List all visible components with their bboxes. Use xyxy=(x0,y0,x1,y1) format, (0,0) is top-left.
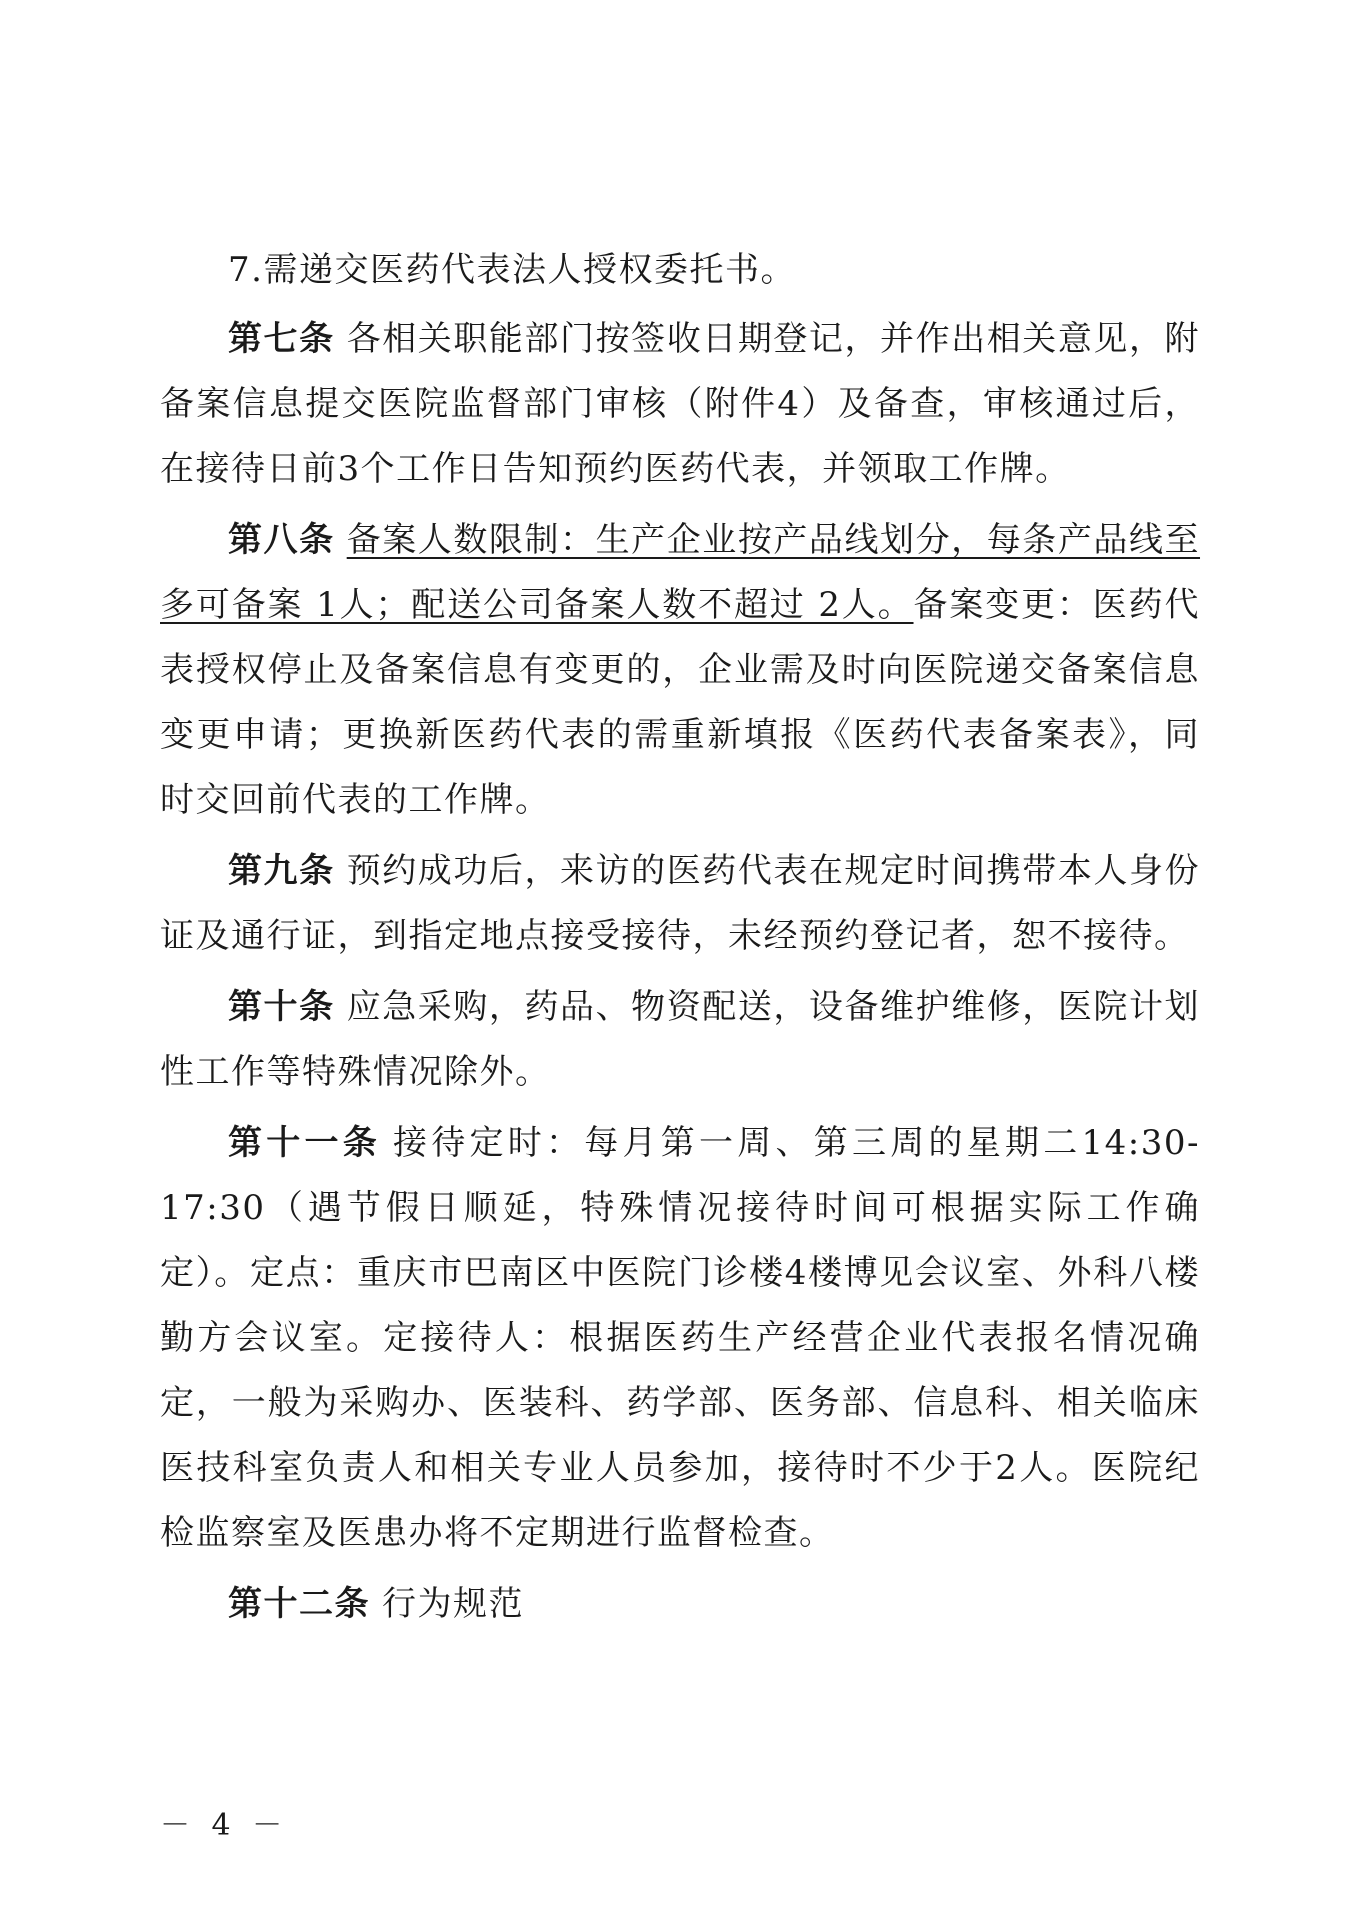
paragraph-body: 接待定时：每月第一周、第三周的星期二14:30-17:30（遇节假日顺延，特殊情况接待时间可根据实际工作确定）。定点：重庆市巴南区中医院门诊楼4楼博见会议室、外科八楼勤方会议室。定接待人：根据医药生产经营企业代表报名情况确定，一般为采购办、医装科、药学部、医务部、信息科、相关临床医技科室负责人和相关专业人员参加，接待时不少于2人。医院纪检监察室及医患办将不定期进行监督检查。 xyxy=(160,1123,1200,1553)
paragraph-item-7 xyxy=(160,238,1200,303)
article-title: 第十一条 xyxy=(228,1123,382,1163)
paragraph-body: 备案变更：医药代表授权停止及备案信息有变更的，企业需及时向医院递交备案信息变更申请；更换新医药代表的需重新填报《医药代表备案表》，同时交回前代表的工作牌。 xyxy=(160,585,1200,820)
underlined-text: 备案人数限制：生产企业按产品线划分，每条产品线至多可备案 1人；配送公司备案人数不超过 2人。 xyxy=(160,520,1201,625)
document-page xyxy=(160,238,1200,1643)
article-title: 第八条 xyxy=(228,520,335,560)
paragraph-body: 7.需递交医药代表法人授权委托书。 xyxy=(228,250,796,290)
article-title: 第九条 xyxy=(228,851,335,891)
page-number: － 4 － xyxy=(160,1808,289,1843)
article-title: 第七条 xyxy=(228,319,335,359)
paragraph-article-12 xyxy=(160,1572,1200,1637)
paragraph-body: 各相关职能部门按签收日期登记，并作出相关意见，附备案信息提交医院监督部门审核（附件4）及备查，审核通过后，在接待日前3个工作日告知预约医药代表，并领取工作牌。 xyxy=(160,319,1201,489)
paragraph-body: 预约成功后，来访的医药代表在规定时间携带本人身份证及通行证，到指定地点接受接待，未经预约登记者，恕不接待。 xyxy=(160,851,1201,956)
paragraph-article-7 xyxy=(160,307,1200,502)
paragraph-article-10 xyxy=(160,975,1200,1105)
paragraph-article-11 xyxy=(160,1111,1200,1566)
article-title: 第十二条 xyxy=(228,1584,370,1624)
article-title: 第十条 xyxy=(228,987,335,1027)
paragraph-body: 行为规范 xyxy=(382,1584,524,1624)
paragraph-body: 应急采购，药品、物资配送，设备维护维修，医院计划性工作等特殊情况除外。 xyxy=(160,987,1201,1092)
paragraph-article-9 xyxy=(160,839,1200,969)
paragraph-article-8 xyxy=(160,508,1200,833)
